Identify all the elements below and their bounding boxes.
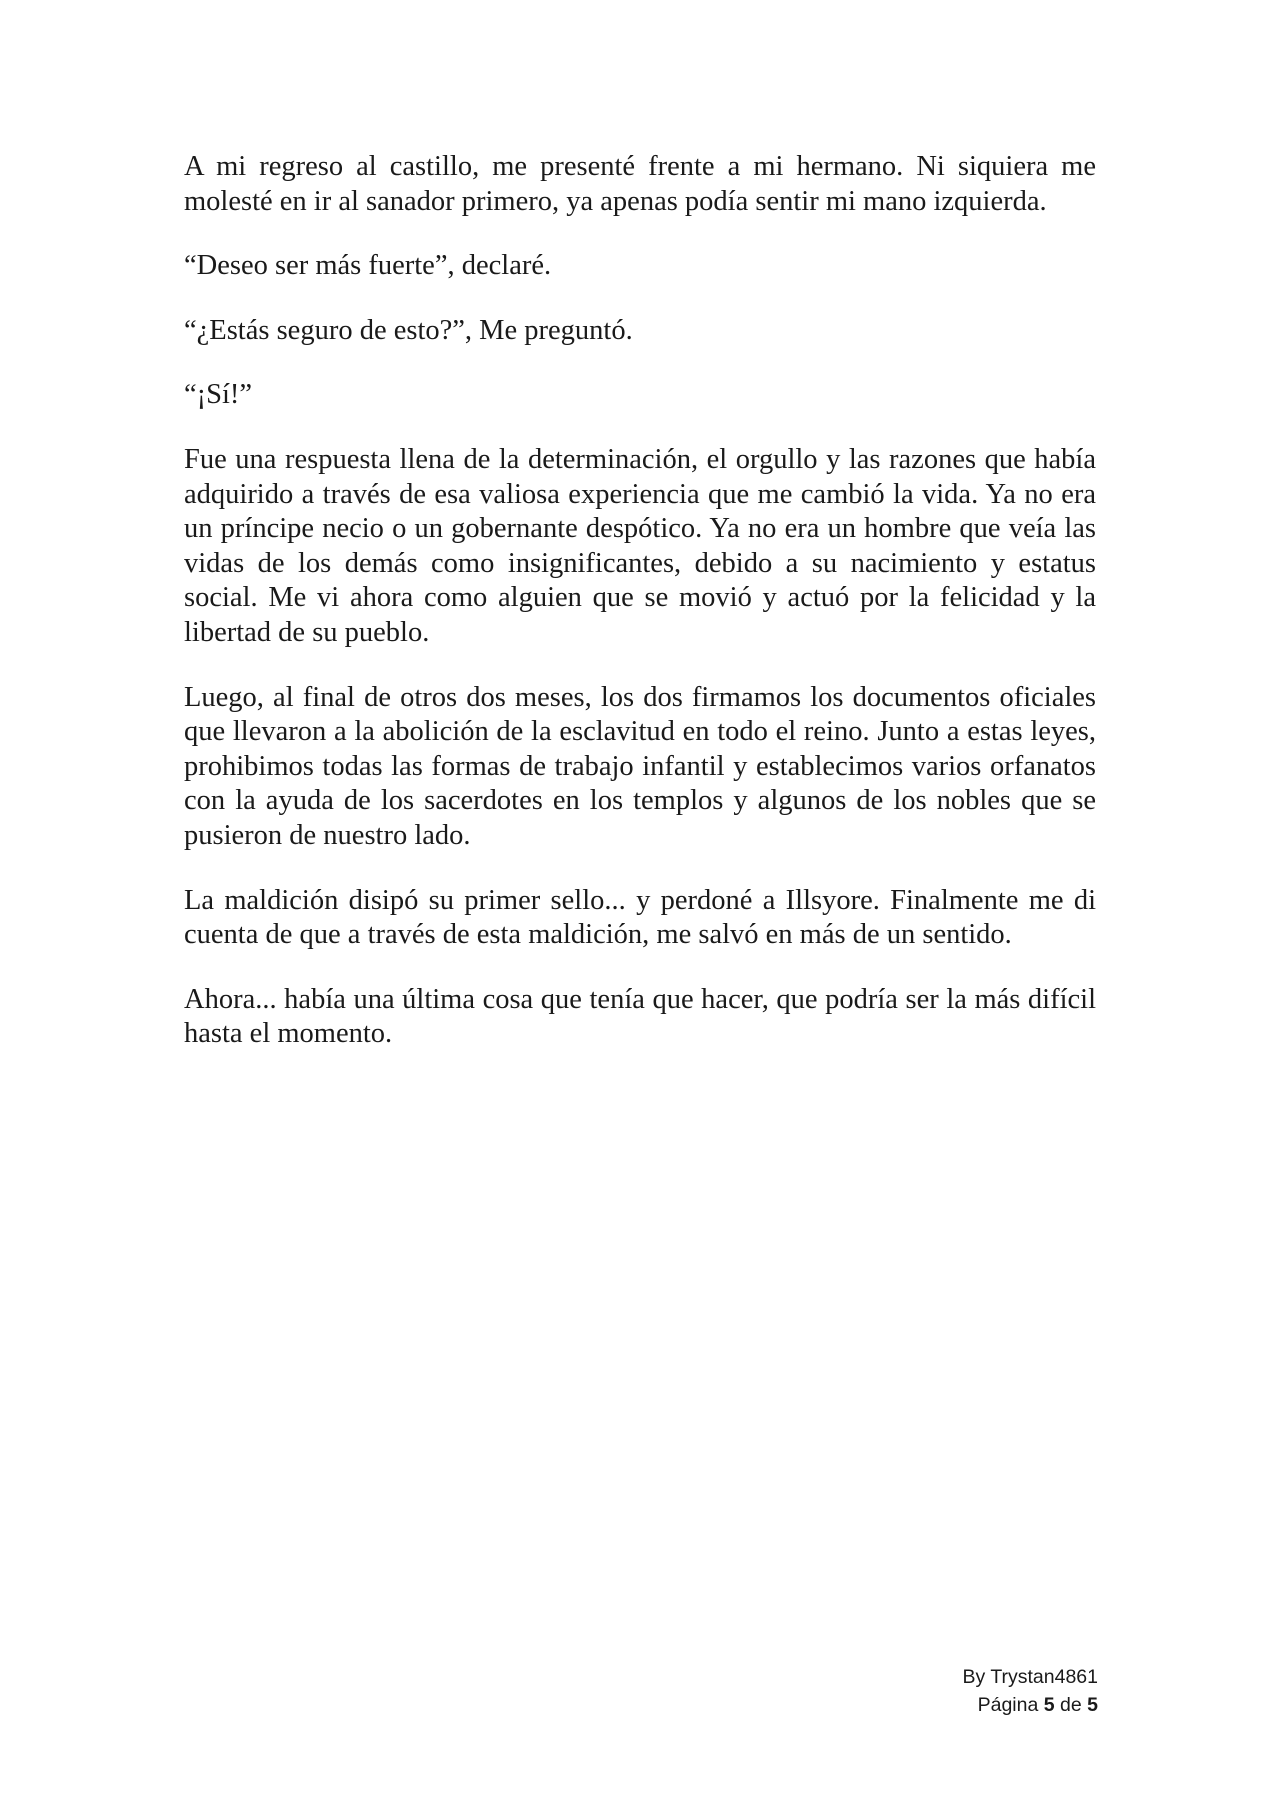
paragraph-5: Fue una respuesta llena de la determinación, el orgullo y las razones que había adquirido a través de esa valiosa experiencia que me cambió la vida. Ya no era un príncipe necio o un gobernante despótico. Ya no era un hombre que veía las vidas de los demás como insignificantes, debido a su nacimiento y estatus social. Me vi ahora como alguien que se movió y actuó por la felicidad y la libertad de su pueblo.: [184, 443, 1096, 648]
paragraph-6: Luego, al final de otros dos meses, los dos firmamos los documentos oficiales que llevaron a la abolición de la esclavitud en todo el reino. Junto a estas leyes, prohibimos todas las formas de trabajo infantil y establecimos varios orfanatos con la ayuda de los sacerdotes en los templos y algunos de los nobles que se pusieron de nuestro lado.: [184, 681, 1096, 851]
page-total: 5: [1087, 1694, 1098, 1716]
footer-author: By Trystan4861: [962, 1666, 1098, 1688]
paragraph-4: “¡Sí!”: [184, 379, 253, 411]
paragraph-8: Ahora... había una última cosa que tenía que hacer, que podría ser la más difícil hasta el momento.: [184, 983, 1096, 1050]
paragraph-2: “Deseo ser más fuerte”, declaré.: [184, 250, 552, 282]
paragraph-7: La maldición disipó su primer sello... y perdoné a Illsyore. Finalmente me di cuenta de que a través de esta maldición, me salvó en más de un sentido.: [184, 884, 1096, 951]
page-label: Página: [977, 1694, 1044, 1716]
page-separator: de: [1054, 1694, 1088, 1716]
body-text: [184, 150, 1096, 1082]
page-footer: [963, 1663, 1099, 1719]
paragraph-1: A mi regreso al castillo, me presenté frente a mi hermano. Ni siquiera me molesté en ir al sanador primero, ya apenas podía sentir mi mano izquierda.: [184, 151, 1096, 217]
footer-page-number: [963, 1691, 1099, 1719]
page-current: 5: [1043, 1694, 1055, 1716]
paragraph-3: “¿Estás seguro de esto?”, Me preguntó.: [184, 314, 633, 346]
